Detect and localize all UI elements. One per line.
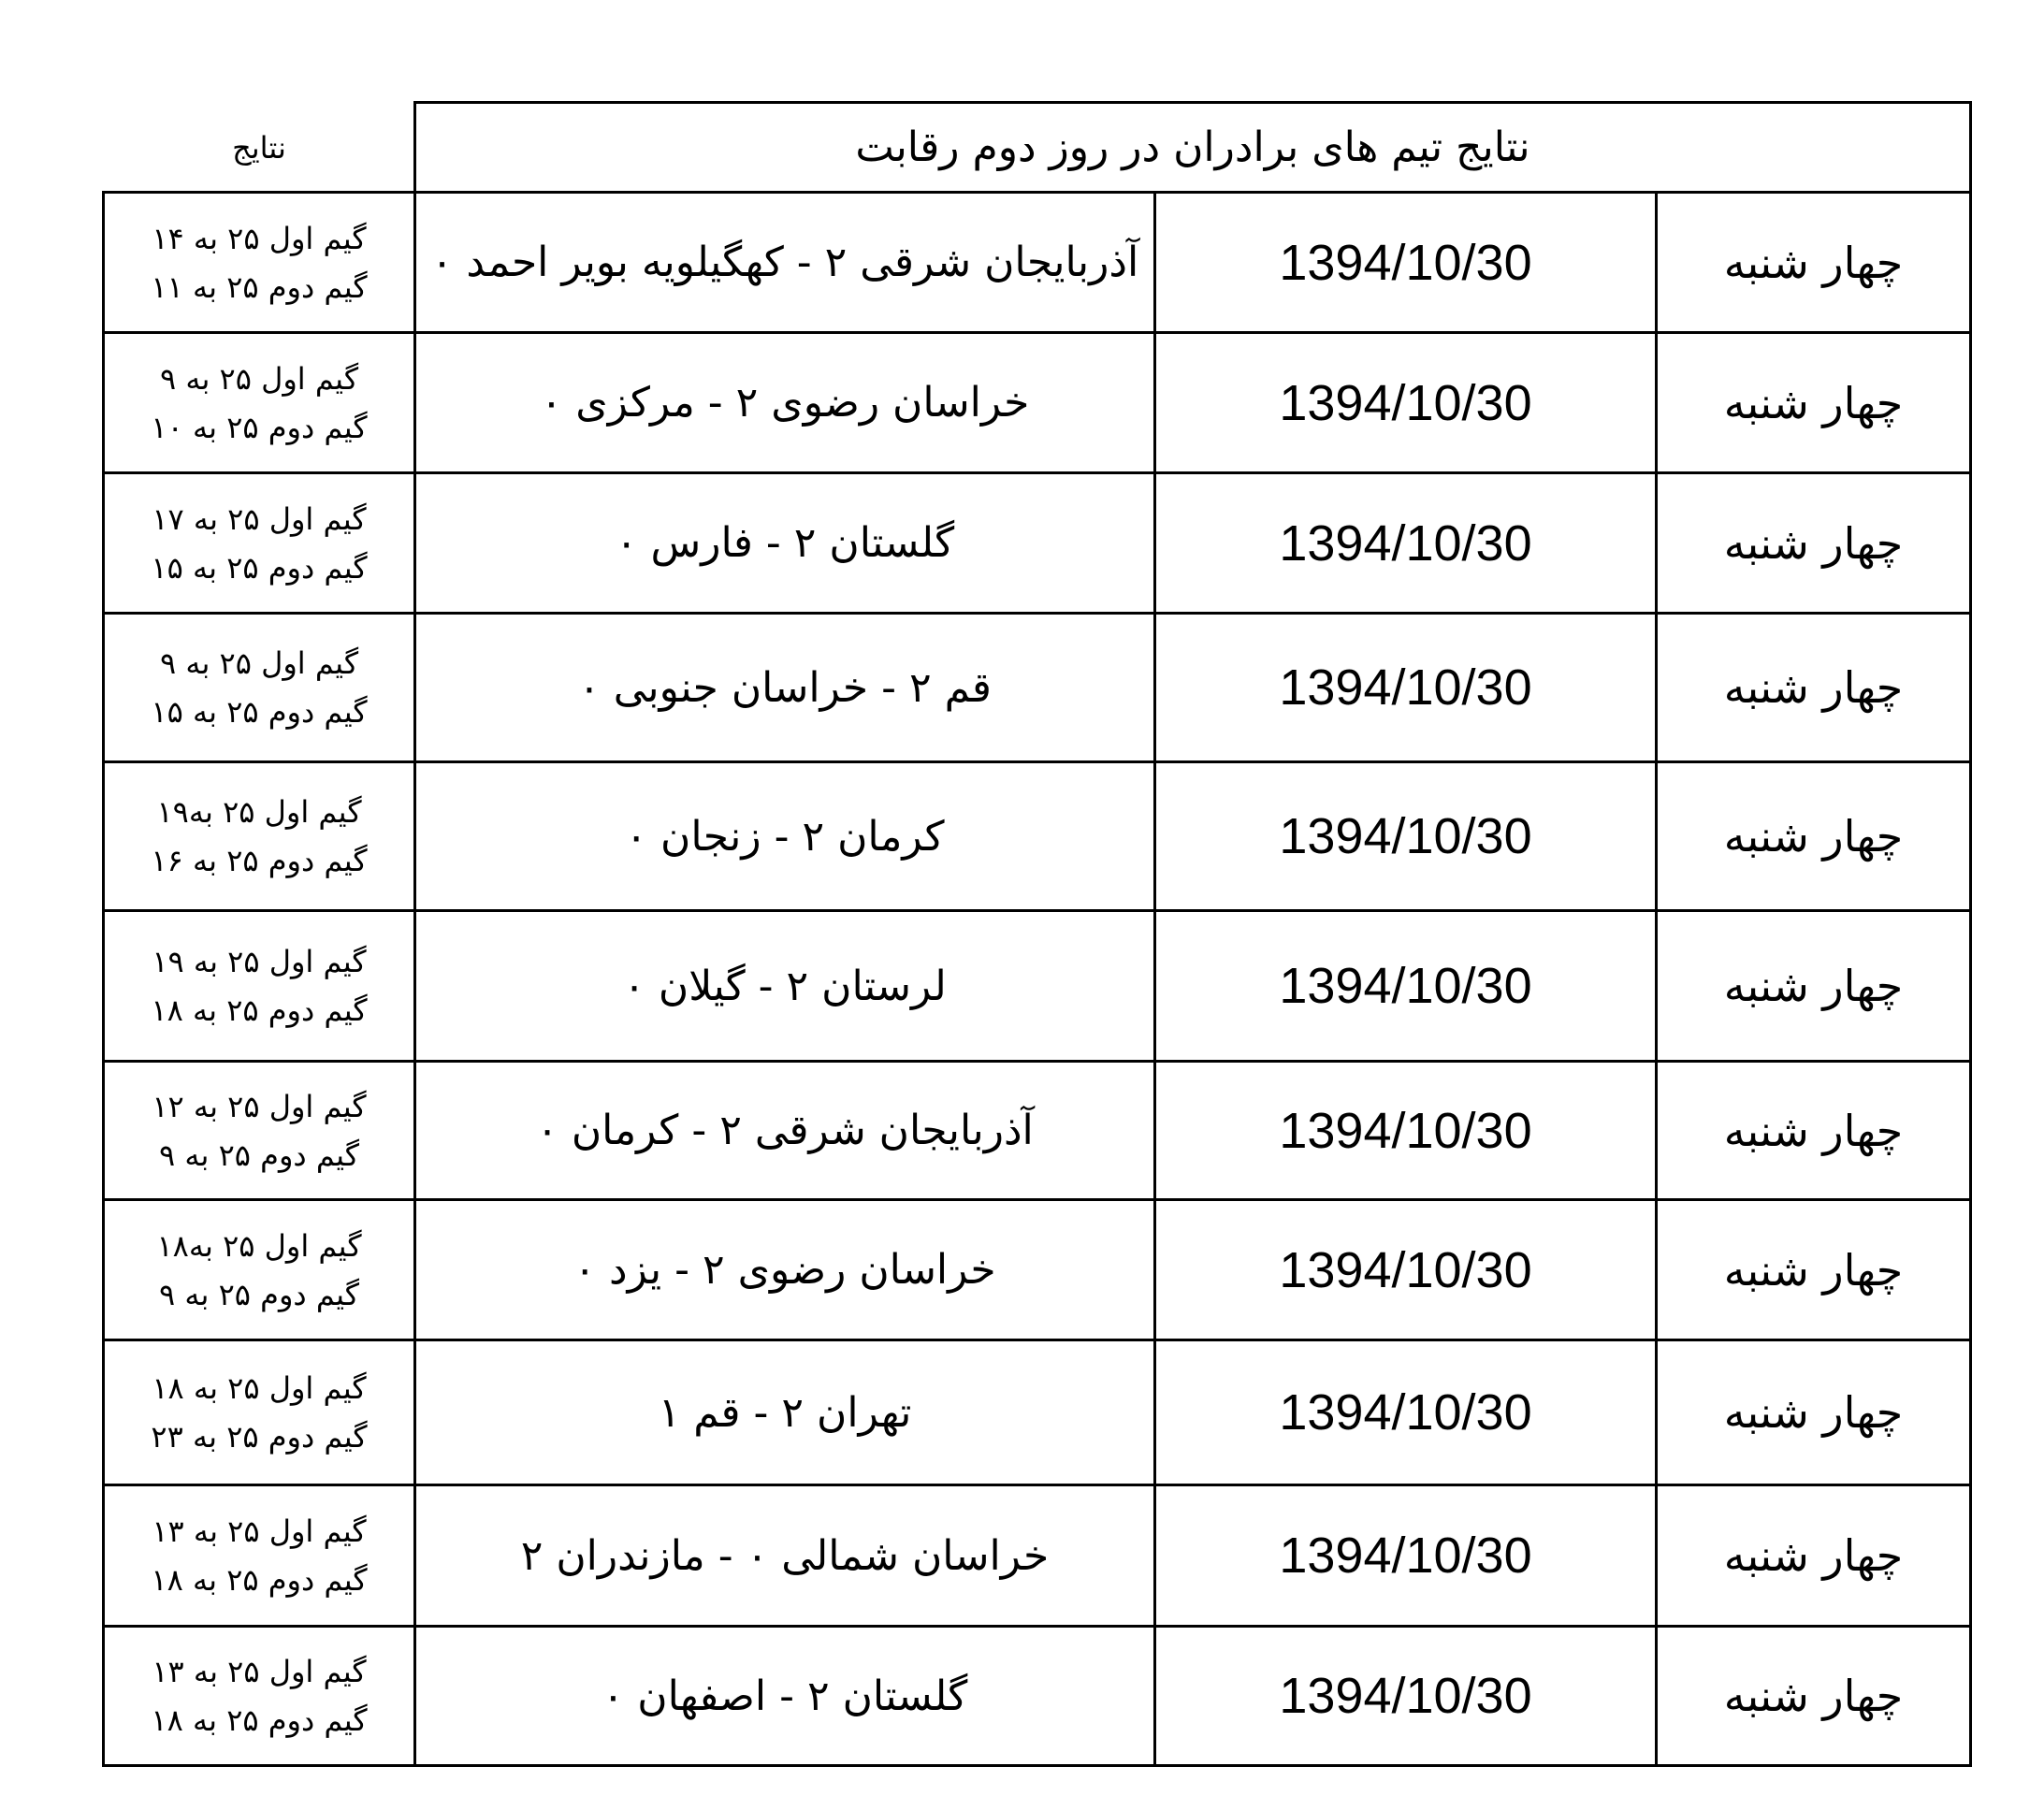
match-cell: خراسان رضوی ۲ - مرکزی ۰: [540, 379, 1030, 427]
game1-score: گیم اول ۲۵ به ۹: [159, 360, 359, 397]
game1-score: گیم اول ۲۵ به ۱۴: [152, 220, 367, 256]
results-cell: [105, 1201, 413, 1339]
date-cell: 1394/10/30: [1279, 958, 1532, 1014]
day-cell: چهار شنبه: [1723, 1244, 1904, 1296]
match-cell: خراسان شمالی ۰ - مازندران ۲: [520, 1531, 1050, 1580]
results-column-header: نتایج: [232, 129, 286, 166]
game2-score: گیم دوم ۲۵ به ۲۳: [151, 1419, 368, 1455]
results-cell: [105, 615, 413, 760]
day-cell: چهار شنبه: [1723, 662, 1904, 713]
game1-score: گیم اول ۲۵ به ۱۸: [152, 1370, 367, 1406]
date-cell: 1394/10/30: [1279, 1241, 1532, 1298]
results-cell: [105, 1063, 413, 1198]
game1-score: گیم اول ۲۵ به۱۸: [156, 1227, 362, 1264]
game2-score: گیم دوم ۲۵ به ۹: [159, 1137, 360, 1173]
day-cell: چهار شنبه: [1723, 1671, 1904, 1721]
results-cell: [105, 474, 413, 612]
game2-score: گیم دوم ۲۵ به ۹: [159, 1276, 360, 1312]
date-cell: 1394/10/30: [1279, 808, 1532, 864]
date-cell: 1394/10/30: [1279, 1102, 1532, 1159]
date-cell: 1394/10/30: [1279, 234, 1532, 291]
results-cell: [105, 194, 413, 331]
results-cell: [105, 763, 413, 909]
day-cell: چهار شنبه: [1723, 1387, 1904, 1438]
game1-score: گیم اول ۲۵ به۱۹: [156, 794, 362, 830]
table-title: نتایج تیم های برادران در روز دوم رقابت: [855, 123, 1530, 171]
results-table: [102, 101, 1972, 1767]
match-cell: قم ۲ - خراسان جنوبی ۰: [578, 663, 992, 712]
date-cell: 1394/10/30: [1279, 514, 1532, 572]
results-cell: [105, 1628, 413, 1764]
table-bottom-border: [102, 1764, 1972, 1767]
day-cell: چهار شنبه: [1723, 1105, 1904, 1156]
day-cell: چهار شنبه: [1723, 377, 1904, 428]
table-right-border: [1969, 101, 1972, 1767]
game2-score: گیم دوم ۲۵ به ۱۸: [151, 1562, 368, 1598]
results-cell: [105, 1486, 413, 1625]
results-cell: [105, 1341, 413, 1484]
game1-score: گیم اول ۲۵ به ۱۹: [152, 944, 367, 979]
day-cell: چهار شنبه: [1723, 517, 1904, 569]
day-cell: چهار شنبه: [1723, 1530, 1904, 1581]
results-cell: [105, 912, 413, 1060]
game2-score: گیم دوم ۲۵ به ۱۰: [151, 409, 368, 445]
date-cell: 1394/10/30: [1279, 1528, 1532, 1584]
game1-score: گیم اول ۲۵ به ۱۲: [152, 1088, 367, 1124]
game2-score: گیم دوم ۲۵ به ۱۵: [151, 694, 368, 730]
date-cell: 1394/10/30: [1279, 659, 1532, 716]
match-cell: کرمان ۲ - زنجان ۰: [625, 812, 945, 861]
match-cell: آذربایجان شرقی ۲ - کهگیلویه بویر احمد ۰: [430, 239, 1139, 286]
match-cell: لرستان ۲ - گیلان ۰: [623, 962, 947, 1010]
game2-score: گیم دوم ۲۵ به ۱۵: [151, 549, 368, 586]
match-cell: گلستان ۲ - فارس ۰: [615, 519, 955, 567]
match-cell: آذربایجان شرقی ۲ - کرمان ۰: [536, 1107, 1034, 1154]
match-cell: خراسان رضوی ۲ - یزد ۰: [573, 1246, 996, 1294]
game1-score: گیم اول ۲۵ به ۱۳: [152, 1513, 367, 1549]
game2-score: گیم دوم ۲۵ به ۱۸: [151, 1702, 368, 1738]
game1-score: گیم اول ۲۵ به ۱۷: [152, 500, 367, 537]
match-cell: تهران ۲ - قم ۱: [658, 1388, 912, 1437]
date-cell: 1394/10/30: [1279, 374, 1532, 431]
date-cell: 1394/10/30: [1279, 1668, 1532, 1724]
day-cell: چهار شنبه: [1723, 811, 1904, 862]
results-cell: [105, 334, 413, 471]
match-cell: گلستان ۲ - اصفهان ۰: [602, 1672, 968, 1720]
day-cell: چهار شنبه: [1723, 237, 1904, 288]
game1-score: گیم اول ۲۵ به ۹: [159, 645, 359, 681]
date-cell: 1394/10/30: [1279, 1384, 1532, 1441]
game2-score: گیم دوم ۲۵ به ۱۱: [151, 268, 368, 305]
game1-score: گیم اول ۲۵ به ۱۳: [152, 1654, 367, 1689]
day-cell: چهار شنبه: [1723, 961, 1904, 1011]
game2-score: گیم دوم ۲۵ به ۱۶: [151, 843, 368, 878]
game2-score: گیم دوم ۲۵ به ۱۸: [151, 992, 368, 1028]
